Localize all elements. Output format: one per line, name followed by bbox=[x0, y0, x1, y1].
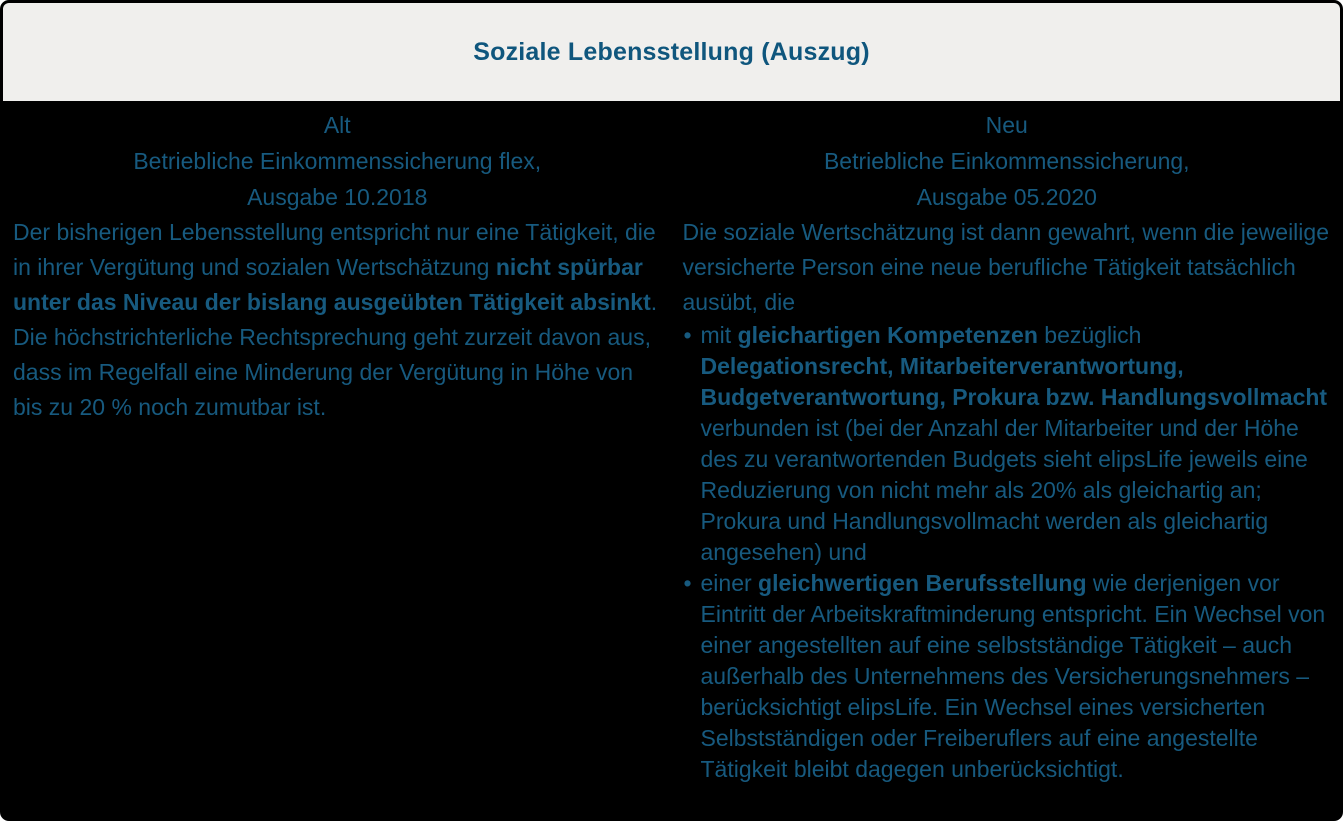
column-neu-heading-line-3: Ausgabe 05.2020 bbox=[916, 184, 1097, 210]
title-bar bbox=[3, 3, 1340, 101]
column-neu-heading bbox=[683, 107, 1332, 215]
column-alt-heading-line-3: Ausgabe 10.2018 bbox=[247, 184, 428, 210]
column-neu-bullet-list bbox=[683, 320, 1332, 785]
column-neu-heading-line-2: Betriebliche Einkommenssicherung, bbox=[823, 148, 1190, 174]
list-item-text: mit gleichartigen Kompetenzen bezüglich Delegationsrecht, Mitarbeiterverantwortung, Budgetverantwortung, Prokura bzw. Handlungsvollmacht verbunden ist (bei der Anzahl der Mitarbeiter und der Höhe des zu verantwortenden Budgets sieht elipsLife jeweils eine Reduzierung von nicht mehr als 20% als gleichartig an; Prokura und Handlungsvollmacht werden als gleichartig angesehen) und bbox=[700, 322, 1328, 565]
column-neu-paragraph: Die soziale Wertschätzung ist dann gewahrt, wenn die jeweilige versicherte Person eine neue berufliche Tätigkeit tatsächlich ausübt, die bbox=[682, 219, 1329, 315]
bullet-icon: • bbox=[683, 570, 692, 596]
column-alt bbox=[3, 107, 672, 785]
column-neu-heading-line-1: Neu bbox=[985, 112, 1028, 138]
column-neu bbox=[672, 107, 1341, 785]
column-alt-heading-line-1: Alt bbox=[323, 112, 351, 138]
page-title: Soziale Lebensstellung (Auszug) bbox=[473, 37, 870, 66]
column-alt-paragraph: Der bisherigen Lebensstellung entspricht nur eine Tätigkeit, die in ihrer Vergütung und sozialen Wertschätzung nicht spürbar unter das Niveau der bislang ausgeübten Tätigkeit absinkt. Die höchstrichterliche Rechtsprechung geht zurzeit davon aus, dass im Regelfall eine Minderung der Vergütung in Höhe von bis zu 20 % noch zumutbar ist. bbox=[13, 219, 658, 420]
list-item bbox=[683, 320, 1332, 568]
list-item bbox=[683, 568, 1332, 785]
column-alt-heading-line-2: Betriebliche Einkommenssicherung flex, bbox=[133, 148, 542, 174]
list-item-text: einer gleichwertigen Berufsstellung wie derjenigen vor Eintritt der Arbeitskraftminderung entspricht. Ein Wechsel von einer angestellten auf eine selbstständige Tätigkeit – auch außerhalb des Unternehmens des Versicherungsnehmers – berücksichtigt elipsLife. Ein Wechsel eines versicherten Selbstständigen oder Freiberuflers auf eine angestellte Tätigkeit bleibt dagegen unberücksichtigt. bbox=[700, 570, 1326, 782]
column-alt-heading bbox=[3, 107, 672, 215]
bullet-icon: • bbox=[683, 322, 692, 348]
comparison-columns bbox=[3, 101, 1340, 785]
